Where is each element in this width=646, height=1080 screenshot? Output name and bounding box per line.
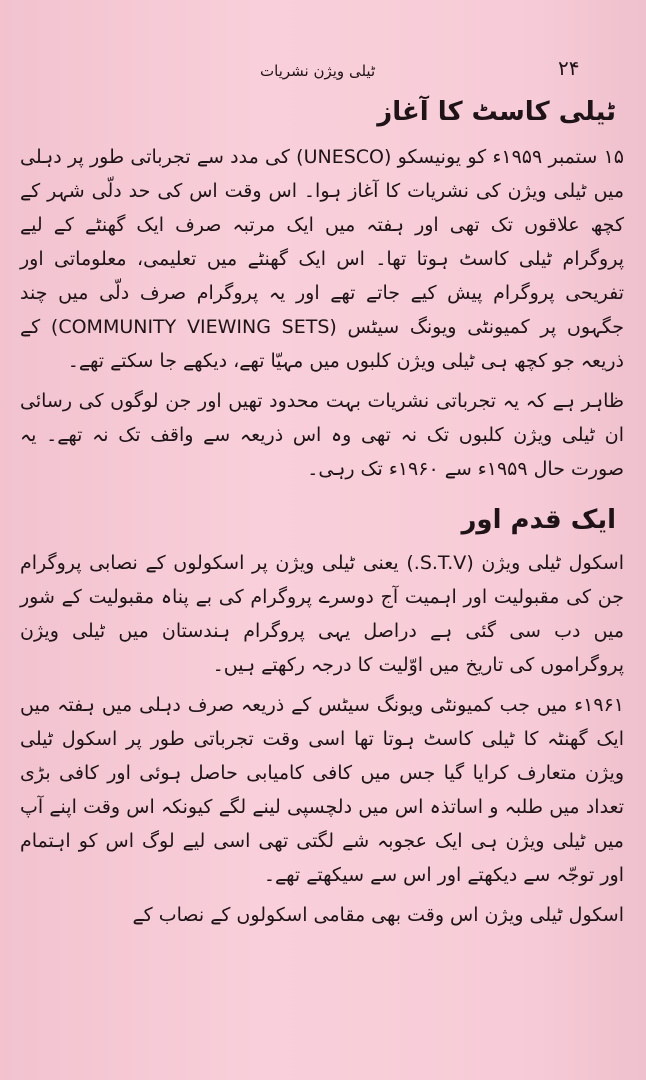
section-heading-telecast-start: ٹیلی کاسٹ کا آغاز (377, 97, 616, 127)
paragraph: ظاہر ہے کہ یہ تجرباتی نشریات بہت محدود تھیں اور جن لوگوں کی رسائی ان ٹیلی ویژن کلبوں تک نہ تھی وہ اس ذریعہ سے واقف تک نہ تھے۔ یہ صورت حال ۱۹۵۹ء سے ۱۹۶۰ء تک رہی۔ (20, 390, 624, 480)
page-number: ۲۴ (558, 56, 580, 80)
paragraph: اسکول ٹیلی ویژن اس وقت بھی مقامی اسکولوں کے نصاب کے (132, 904, 624, 926)
paragraph: اسکول ٹیلی ویژن (S.T.V.) یعنی ٹیلی ویژن پر اسکولوں کے نصابی پروگرام جن کی مقبولیت اور اہمیت آج دوسرے پروگرام کی بے پناہ مقبولیت کے شور میں دب سی گئی ہے دراصل یہی پروگرام ہندستان میں ٹیلی ویژن پروگراموں کی تاریخ میں اوّلیت کا درجہ رکھتے ہیں۔ (20, 552, 624, 676)
running-title: ٹیلی ویژن نشریات (260, 62, 376, 80)
paragraph: ۱۵ ستمبر ۱۹۵۹ء کو یونیسکو (UNESCO) کی مدد سے تجرباتی طور پر دہلی میں ٹیلی ویژن کی نشریات کا آغاز ہوا۔ اس وقت اس کی حد دلّی شہر کے کچھ علاقوں تک تھی اور ہفتہ میں ایک مرتبہ صرف ایک گھنٹے کے لیے پروگرام ٹیلی کاسٹ ہوتا تھا۔ اس ایک گھنٹے میں تعلیمی، معلوماتی اور تفریحی پروگرام پیش کیے جاتے تھے اور یہ پروگرام صرف دلّی میں چند جگہوں پر کمیونٹی ویونگ سیٹس (COMMUNITY VIEWING SETS) کے ذریعہ جو کچھ ہی ٹیلی ویژن کلبوں میں مہیّا تھے، دیکھے جا سکتے تھے۔ (20, 146, 625, 372)
section-heading-one-more-step: ایک قدم اور (461, 505, 616, 535)
page-content (20, 90, 624, 932)
page-header (40, 52, 606, 92)
paragraph: ۱۹۶۱ء میں جب کمیونٹی ویونگ سیٹس کے ذریعہ صرف دہلی میں ہفتہ میں ایک گھنٹہ کا ٹیلی کاسٹ ہوتا تھا اسی وقت تجرباتی طور پر اسکول ٹیلی ویژن متعارف کرایا گیا جس میں کافی کامیابی حاصل ہوئی اور کافی بڑی تعداد میں طلبہ و اساتذہ اس میں دلچسپی لینے لگے کیونکہ اس وقت اپنے آپ میں ٹیلی ویژن ہی ایک عجوبہ شے لگتی تھی اسی لیے لوگ اس کو اہتمام اور توجّہ سے دیکھتے اور اس سے سیکھتے تھے۔ (20, 694, 624, 886)
